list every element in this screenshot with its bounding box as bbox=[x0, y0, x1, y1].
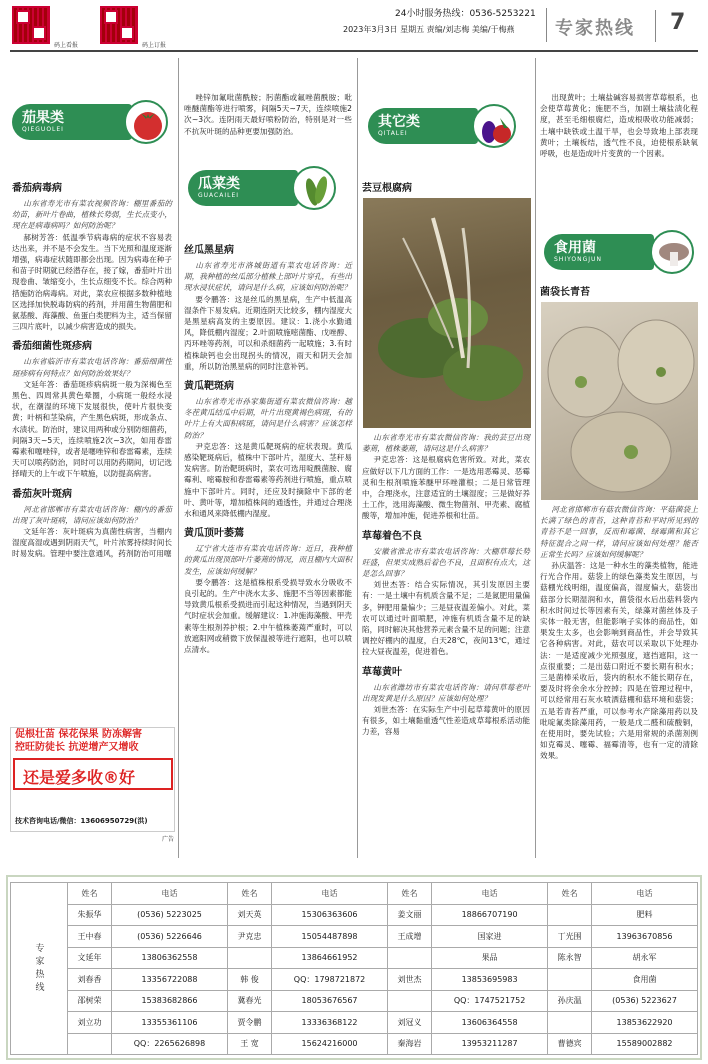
article-title: 芸豆根腐病 bbox=[362, 183, 412, 194]
expert-name: 国家进 bbox=[432, 926, 548, 948]
ad-slogan: 还是爱多收®好 bbox=[13, 758, 173, 790]
article-title: 番茄细菌性斑疹病 bbox=[12, 341, 92, 353]
ad-note: 广告 bbox=[162, 836, 175, 843]
expert-phone[interactable]: 13355361106 bbox=[111, 1012, 227, 1034]
article-title: 黄瓜靶斑病 bbox=[184, 381, 234, 393]
expert-phone[interactable]: 13336368122 bbox=[272, 1012, 388, 1034]
category-qieguo-pinyin: QIEGUOLEI bbox=[22, 126, 64, 133]
header-rule bbox=[10, 50, 698, 52]
expert-name bbox=[548, 904, 592, 926]
qr-subscribe-label: 码上订报 bbox=[142, 42, 167, 49]
qr-read-label: 码上看报 bbox=[54, 42, 79, 49]
header-cell: 电话 bbox=[111, 883, 227, 905]
expert-phone[interactable]: 18866707190 bbox=[432, 904, 548, 926]
article-title: 番茄灰叶斑病 bbox=[12, 488, 72, 500]
ad-line-1: 促根壮苗 保花保果 防冻解害 bbox=[15, 729, 142, 740]
category-shiyongjun-title: 食用菌 bbox=[554, 240, 596, 256]
article-answer-continued: 出现黄叶；土壤盐碱容易损害草莓根系，也会使草莓黄化；施肥不当，加剧土壤盐渍化程度，甚至毛细根腐烂，造成根吸收功能减弱；土壤中缺铁或土温干旱，也会导致地上部表现黄叶；土壤板结，透气性不良，迫使根系缺氧呼吸，也是造成叶片变黄的一个因素。 bbox=[540, 93, 698, 159]
header-cell: 姓名 bbox=[388, 883, 432, 905]
qr-code-read[interactable] bbox=[12, 6, 50, 44]
article-question: 河北省邯郸市有菇农微信咨询：平菇菌袋上长满了绿色的青苔，这种青苔和平时所见到的青苔不是一回事，反而和霉菌、绿霉菌和其它特征混合之间一样，请问应该如何处理？能否正常生长吗？应该如何缓解呢？ bbox=[540, 505, 698, 559]
expert-phone[interactable]: 13963670856 bbox=[592, 926, 698, 948]
article-answer: 文延年答：番茄斑疹病病斑一般为深褐色至黑色、四周常具黄色晕圈，小病斑一般经水浸状，在潮湿的环境下发展很快，使叶片很快变黄；叶柄和茎染病，产生黑色病斑，形成条点、水渍状。防治时，建议用两种或分别防细菌药，间隔3天~5天，连续喷施2次~3次，如用春雷霉素和噻唑锌，或者是噻唑锌和春雷霉素，连续天可以喷药防治，同时可以用防药期间，切记选择晴天的上午或下午喷施，以防提高病害。 bbox=[12, 379, 172, 479]
category-guacai-title: 瓜菜类 bbox=[198, 176, 240, 192]
expert-phone[interactable]: 13853695983 bbox=[432, 969, 548, 991]
article-answer: 尹克忠答：这是黄瓜靶斑病的症状表现。黄瓜感染靶斑病后，植株中下部叶片，湿度大、茎秆易发病害。防治靶斑病时，菜农可选用啶酰菌胺、腐霉利、嘧霉胺和春雷霉素等药剂进行喷施，重点喷施中下部叶片。同时，还应及时摘除中下部的老叶、黄叶等，增加植株间的通透性，并通过合理浇水和通风来降低棚内湿度。 bbox=[184, 441, 352, 519]
column-4-head bbox=[540, 282, 698, 302]
table-row bbox=[11, 947, 698, 969]
vegetables-image bbox=[472, 104, 516, 148]
article-answer: 文延年答：灰叶斑病为真菌性病害，当棚内湿度高湿或遇到阴雨天气，叶片浓雾持续时间长时易发病。管理中要注意通风，药剂防治可用噻 bbox=[12, 527, 172, 559]
article-title: 丝瓜黑星病 bbox=[184, 245, 234, 256]
header-divider-2 bbox=[655, 10, 656, 42]
expert-name: 尹克忠 bbox=[228, 926, 272, 948]
qr-code-subscribe[interactable] bbox=[100, 6, 138, 44]
category-qita-title: 其它类 bbox=[378, 114, 420, 130]
header-cell: 电话 bbox=[592, 883, 698, 905]
expert-qq[interactable]: QQ：1747521752 bbox=[432, 990, 548, 1012]
article-answer: 要令鹏答：这是丝瓜的黑星病，生产中低温高湿条件下易发病。近期连阴天比较多，棚内湿度大是黑星病高发的主要原因。建议：1.浇小水勤通风，降低棚内湿度；2.叶面喷施嘧菌酯、戊唑醇、丙环唑等药剂，可以和杀细菌药一起喷施；3.有时植株缺钙也会出现拐头的情况，雨天和阴天会加重，所以防治黑星病的同时注意补钙。 bbox=[184, 294, 352, 371]
expert-name: 丁光围 bbox=[548, 926, 592, 948]
article-title: 黄瓜顶叶萎蔫 bbox=[184, 528, 244, 540]
expert-name: 秦海岩 bbox=[388, 1033, 432, 1055]
expert-phone[interactable]: 15589002882 bbox=[592, 1033, 698, 1055]
expert-name bbox=[388, 990, 432, 1012]
category-qieguo bbox=[12, 100, 172, 144]
category-label: 肥料 bbox=[592, 904, 698, 926]
article-question: 辽宁省大连市有菜农电话咨询：近日，我种植的黄瓜出现顶部叶片萎蔫的情况，而且棚内大面积发生，应该如何缓解？ bbox=[184, 544, 352, 576]
expert-name bbox=[388, 947, 432, 969]
page-number: 7 bbox=[670, 10, 686, 35]
expert-phone[interactable]: 15624216000 bbox=[272, 1033, 388, 1055]
column-divider bbox=[178, 58, 179, 858]
expert-name: 姜文丽 bbox=[388, 904, 432, 926]
header-cell: 姓名 bbox=[68, 883, 112, 905]
table-row bbox=[11, 1012, 698, 1034]
expert-phone[interactable]: 13356722088 bbox=[111, 969, 227, 991]
expert-name: 贾令鹏 bbox=[228, 1012, 272, 1034]
expert-directory-table bbox=[10, 882, 698, 1055]
column-3-head bbox=[362, 178, 530, 198]
expert-phone[interactable]: 13806362558 bbox=[111, 947, 227, 969]
table-row bbox=[11, 990, 698, 1012]
expert-phone[interactable]: 13853622920 bbox=[592, 1012, 698, 1034]
column-3 bbox=[362, 432, 530, 738]
article-title: 菌袋长青苔 bbox=[540, 287, 590, 298]
mushroom-image bbox=[650, 230, 694, 274]
article-answer: 孙庆温答：这是一种水生的藻类植物，能进行光合作用。菇袋上的绿色藻类发生原因，与菇棚光线明细，温度偏高，湿度偏大，菇袋出菇部分长期湿润和水，菌袋很水后出菇料袋内积水时间过长等因素有关，绿藻对菌丝体及子实体一般无害，但能影响子实体的商品性，如果发生太多，也会影响到商品性，并会导致其它各种病害。对此，菇农可以采取以下处理办法：一是适度减少光照强度，遮挡遮阳，这一点很重要；二是出菇口附近不要长期有积水；三是菌棒采收后，袋内的积水不能长期存在，要及时将余余水分控掉；四是在管理过程中，可以经常用石灰水喷洒菇棚和菇环境和菇袋；五是若青苔严重，可以参考水产除藻用药以及吡啶氟类除藻用药，一般是戊二醛和硫酸铜，在使用时，要先试验；六是用常规的杀菌剂例如克霉灵、噻霉、福霉清等，也有一定的清除效果。 bbox=[540, 561, 698, 761]
column-4-top bbox=[540, 92, 698, 159]
table-row bbox=[11, 904, 698, 926]
article-answer: 尹克忠答：这是根腐病危害所致。对此，菜农应做好以下几方面的工作：一是选用恶霉灵、恶霉灵和生根剂喷施苯醚甲环唑灌根；二是日常管理中，合理浇水，注意适宜的土壤湿度；三是做好养土工作，选用海藻酸、微生物菌剂、甲壳素、腐植酸等，增加冲施，促进养根和壮苗。 bbox=[362, 455, 530, 521]
article-question: 山东省临沂市有菜农电话咨询：番茄细菌性斑疹病有何特点？如何防治效果好？ bbox=[12, 357, 172, 378]
expert-phone[interactable]: (0536) 5223627 bbox=[592, 990, 698, 1012]
expert-name: 刘冠义 bbox=[388, 1012, 432, 1034]
expert-phone[interactable]: 13606364558 bbox=[432, 1012, 548, 1034]
article-question: 山东省寿光市洛城街道有菜农电话咨询：近期，我种植的丝瓜部分植株上部叶片穿孔，有些出现水浸状症状，请问是什么病，应该如何防治呢？ bbox=[184, 261, 352, 293]
article-answer: 要令鹏答：这是植株根系受损导致水分吸收不良引起的。生产中浇水太多、施肥不当等因素都能导致黄瓜根系受损进而引起这种情况，当遇到阴天气时症状会加重。缓解建议：1.冲施海藻酸、甲壳素等生根剂养护根；2.中午植株萎蔫严重时，可以放遮阳网或稍微下放保温被等进行遮阳，也可以喷点清水。 bbox=[184, 577, 352, 655]
category-shiyongjun bbox=[544, 230, 698, 274]
expert-name bbox=[548, 969, 592, 991]
expert-name: 文延年 bbox=[68, 947, 112, 969]
mushroom-bag-photo bbox=[541, 302, 698, 500]
expert-phone[interactable]: (0536) 5226646 bbox=[111, 926, 227, 948]
tomato-image bbox=[124, 100, 168, 144]
article-question: 山东省潍坊市有菜农电话咨询：请问草莓老叶出现发黄是什么原因？应该如何处理？ bbox=[362, 682, 530, 703]
article-answer-continued: 唑锌加氟吡菌酰胺；肟菌酯或氟唑菌酰胺；吡唑醚菌酯等进行喷雾，间隔5天~7天，连续喷施2次~3次。连阴雨天最好喷粉防治，特别是对一些不抗灰叶斑的品种更要加强防治。 bbox=[184, 93, 352, 136]
expert-name: 王中春 bbox=[68, 926, 112, 948]
expert-qq[interactable]: QQ：2265626898 bbox=[111, 1033, 227, 1055]
column-2-top bbox=[184, 92, 352, 137]
article-answer: 刘世杰答：在实际生产中引起草莓黄叶的原因有很多，如土壤黏重透气性差造成草莓根系活动能力差，容易 bbox=[362, 705, 530, 737]
column-divider bbox=[535, 58, 536, 858]
category-label: 果品 bbox=[432, 947, 548, 969]
ad-contact: 技术咨询电话/微信：13606950729(洪) bbox=[15, 817, 148, 825]
expert-name: 刘天英 bbox=[228, 904, 272, 926]
header-divider bbox=[546, 8, 547, 42]
column-divider bbox=[357, 58, 358, 858]
expert-name: 刘世杰 bbox=[388, 969, 432, 991]
expert-name bbox=[228, 947, 272, 969]
article-answer: 郝树芳答：低温季节病毒病的症状不容易表达出来，并不是不会发生。当下光照和温度逐渐增强，病毒症状随即都会出现。因为病毒在种子和苗子时期就已经潜存在，接了嫁，番茄叶片出现卷曲、皱缩变小，生长点细变不长。综合两种措施防治病毒病。对此，菜农应根据多数种植地区选择加快脱毒防病的药剂，并用菌生物菌肥和氨基酸、海藻酸、鱼蛋白类肥料为主，适当保留三四片底叶，以减少病害造成的损失。 bbox=[12, 232, 172, 332]
article-question: 山东省寿光市孙家集街道有菜农微信咨询：越冬茬黄瓜结瓜中后期，叶片出现黄褐色病斑，有的叶片上有大面积病斑，请问是什么病害？应该怎样防治？ bbox=[184, 397, 352, 440]
expert-phone[interactable]: 18053676567 bbox=[272, 990, 388, 1012]
article-title: 番茄病毒病 bbox=[12, 183, 62, 194]
article-question: 安徽省淮北市有菜农电话咨询：大棚草莓长势旺盛，但果实成熟后着色不良，且面积有点大，这是怎么回事？ bbox=[362, 546, 530, 579]
expert-phone[interactable]: 15054487898 bbox=[272, 926, 388, 948]
hotline: 24小时服务热线：0536-5253221 bbox=[395, 9, 536, 19]
table-row bbox=[11, 1033, 698, 1055]
expert-name: 邵树荣 bbox=[68, 990, 112, 1012]
expert-name bbox=[68, 1033, 112, 1055]
bean-root-rot-photo bbox=[363, 198, 531, 428]
category-guacai bbox=[188, 166, 348, 210]
expert-name: 朱振华 bbox=[68, 904, 112, 926]
side-label: 专家热线 bbox=[11, 883, 68, 1055]
column-2 bbox=[184, 240, 352, 655]
expert-phone[interactable]: (0536) 5223025 bbox=[111, 904, 227, 926]
expert-name: 孙庆温 bbox=[548, 990, 592, 1012]
table-header-row bbox=[11, 883, 698, 905]
advertisement[interactable] bbox=[10, 727, 175, 832]
article-title: 草莓着色不良 bbox=[362, 530, 422, 542]
header-cell: 姓名 bbox=[228, 883, 272, 905]
expert-name: 韩 俊 bbox=[228, 969, 272, 991]
header-cell: 电话 bbox=[432, 883, 548, 905]
expert-name: 王 宽 bbox=[228, 1033, 272, 1055]
date-line: 2023年3月3日 星期五 责编/刘志梅 美编/于梅燕 bbox=[343, 25, 515, 34]
header-cell: 姓名 bbox=[548, 883, 592, 905]
category-label: 食用菌 bbox=[592, 969, 698, 991]
expert-name: 刘立功 bbox=[68, 1012, 112, 1034]
cucumber-image bbox=[292, 166, 336, 210]
category-qita-pinyin: QITALEI bbox=[378, 130, 408, 137]
article-answer: 刘世杰答：结合实际情况，其引发原因主要有：一是土壤中有机质含量不足；二是氮肥用量偏多，钾肥用量偏少；三是昼夜温差偏小。对此，菜农可以通过叶面喷肥，冲施有机质含量不足的缺陷，同时解决其他营养元素含量不足的问题；注意调控好棚内的温度，白天28℃，夜间13℃，通过拉大昼夜温差，促进着色。 bbox=[362, 580, 530, 657]
category-shiyongjun-pinyin: SHIYONGJUN bbox=[554, 256, 602, 263]
article-title: 草莓黄叶 bbox=[362, 666, 402, 678]
category-qieguo-title: 茄果类 bbox=[22, 110, 64, 126]
category-guacai-pinyin: GUACAILEI bbox=[198, 192, 240, 199]
category-qita bbox=[368, 104, 528, 148]
expert-phone[interactable]: 15383682866 bbox=[111, 990, 227, 1012]
column-1 bbox=[12, 178, 172, 560]
expert-name: 陈永智 bbox=[548, 947, 592, 969]
expert-name: 冀春光 bbox=[228, 990, 272, 1012]
article-question: 山东省寿光市有菜农视频咨询：棚里番茄的幼苗，新叶片卷曲，植株长势弱，生长点变小，现在是病毒病吗？如何防治呢？ bbox=[12, 199, 172, 231]
table-row bbox=[11, 926, 698, 948]
expert-name: 曹德宾 bbox=[548, 1033, 592, 1055]
expert-qq[interactable]: QQ：1798721872 bbox=[272, 969, 388, 991]
expert-name: 胡永军 bbox=[592, 947, 698, 969]
ad-line-2: 控旺防徒长 抗逆增产又增收 bbox=[15, 742, 139, 753]
expert-phone[interactable]: 15306363606 bbox=[272, 904, 388, 926]
expert-name bbox=[548, 1012, 592, 1034]
section-title: 专家热线 bbox=[555, 18, 635, 39]
article-question: 山东省寿光市有菜农微信咨询：我的芸豆出现萎蔫，植株萎蔫，请问这是什么病害？ bbox=[362, 433, 530, 454]
expert-phone[interactable]: 13864661952 bbox=[272, 947, 388, 969]
column-4 bbox=[540, 504, 698, 762]
expert-phone[interactable]: 13953211287 bbox=[432, 1033, 548, 1055]
expert-name: 刘春香 bbox=[68, 969, 112, 991]
expert-name: 王成增 bbox=[388, 926, 432, 948]
article-question: 河北省邯郸市有菜农电话咨询：棚内的番茄出现了灰叶斑病，请问应该如何防治？ bbox=[12, 504, 172, 525]
header-cell: 电话 bbox=[272, 883, 388, 905]
table-row bbox=[11, 969, 698, 991]
